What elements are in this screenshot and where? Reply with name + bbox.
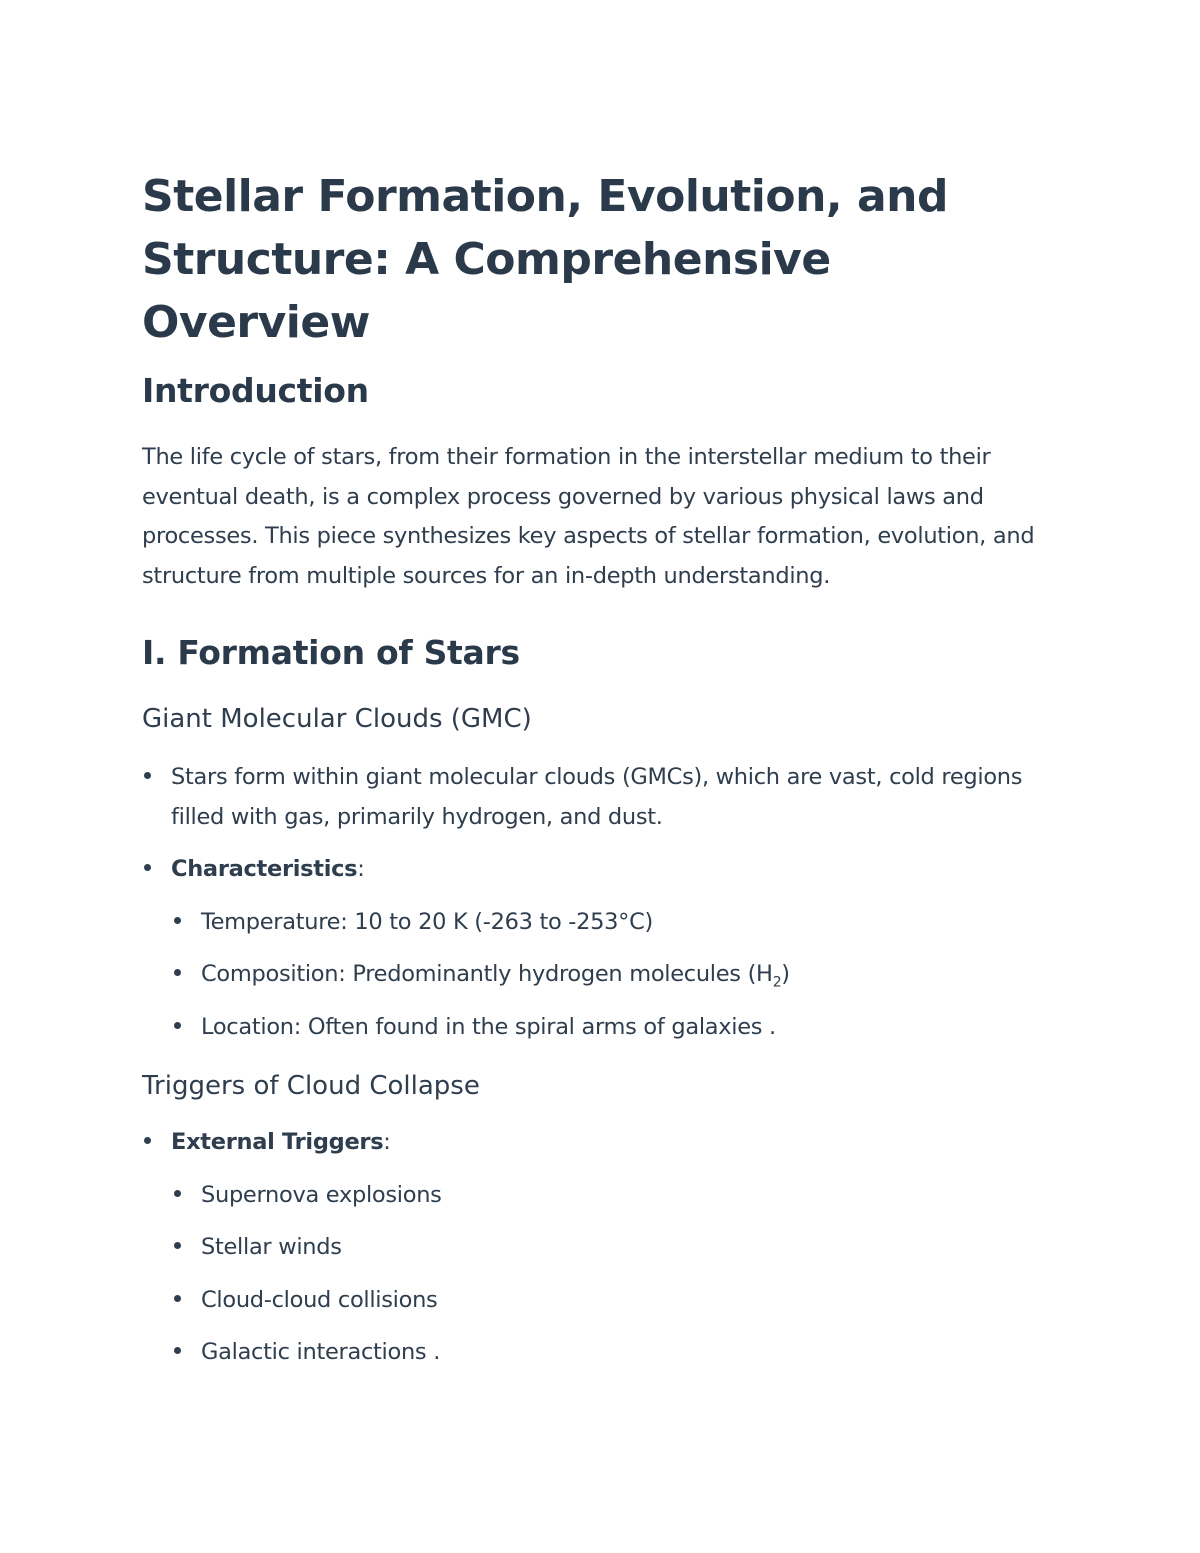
external-triggers-colon: :	[383, 1129, 391, 1155]
trigger-item: Cloud-cloud collisions	[201, 1286, 438, 1313]
list-item	[142, 903, 1042, 943]
bullet-icon	[174, 955, 181, 995]
document-page	[142, 165, 1042, 1373]
bullet-icon	[144, 850, 151, 890]
list-item	[142, 1176, 1042, 1216]
list-item	[142, 1333, 1042, 1373]
bullet-icon	[174, 1176, 181, 1216]
intro-heading: Introduction	[142, 371, 369, 410]
bullet-icon	[174, 1008, 181, 1048]
triggers-list	[142, 1123, 1042, 1373]
bullet-icon	[174, 1281, 181, 1321]
list-item	[142, 1228, 1042, 1268]
composition-subscript: 2	[772, 974, 782, 991]
list-item	[142, 850, 1042, 890]
document-title	[142, 165, 1042, 354]
gmc-heading: Giant Molecular Clouds (GMC)	[142, 704, 532, 734]
trigger-item: Supernova explosions	[201, 1181, 442, 1208]
bullet-icon	[144, 758, 151, 798]
list-item	[142, 1281, 1042, 1321]
temperature-text: Temperature: 10 to 20 K (-263 to -253°C)	[201, 908, 654, 935]
external-triggers-label: External Triggers	[171, 1129, 384, 1155]
title-line-1: Stellar Formation, Evolution, and	[142, 171, 948, 222]
characteristics-colon: :	[357, 856, 365, 882]
bullet-icon	[174, 1228, 181, 1268]
gmc-bullet-text: Stars form within giant molecular clouds (GMCs), which are vast, cold regions filled with gas, primarily hydrogen, and dust.	[171, 764, 1023, 830]
list-item	[142, 758, 1042, 837]
composition-text: Composition: Predominantly hydrogen molecules (H	[201, 961, 773, 987]
gmc-list	[142, 758, 1042, 1047]
list-item	[142, 1123, 1042, 1163]
trigger-item: Galactic interactions .	[201, 1339, 441, 1365]
bullet-icon	[174, 1333, 181, 1373]
intro-paragraph: The life cycle of stars, from their formation in the interstellar medium to their eventual death, is a complex process governed by various physical laws and processes. This piece synthesizes key aspects of stellar formation, evolution, and structure from multiple sources for an in-depth understanding.	[142, 444, 1035, 589]
title-line-2: Structure: A Comprehensive Overview	[142, 234, 831, 348]
section-formation-heading: I. Formation of Stars	[142, 633, 520, 672]
triggers-heading: Triggers of Cloud Collapse	[142, 1071, 480, 1101]
list-item	[142, 955, 1042, 995]
bullet-icon	[144, 1123, 151, 1163]
characteristics-label: Characteristics	[171, 856, 358, 882]
location-text: Location: Often found in the spiral arms of galaxies .	[201, 1013, 776, 1040]
list-item	[142, 1008, 1042, 1048]
bullet-icon	[174, 903, 181, 943]
composition-suffix: )	[781, 961, 790, 987]
trigger-item: Stellar winds	[201, 1234, 342, 1260]
